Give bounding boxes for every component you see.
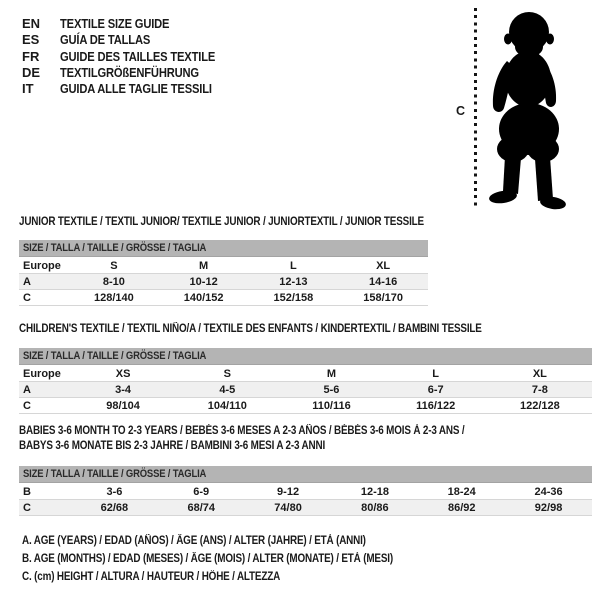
row-label: A — [19, 274, 69, 290]
babies-table-title-line2: BABYS 3-6 MONATE BIS 2-3 JAHRE / BAMBINI 3-6 MESI A 2-3 ANNI — [19, 440, 326, 452]
size-cell: 158/170 — [338, 290, 428, 306]
table-row — [19, 258, 428, 274]
size-cell: XS — [71, 366, 175, 382]
size-cell: 74/80 — [245, 500, 332, 516]
size-cell: 4-5 — [175, 382, 279, 398]
size-cell: 98/104 — [71, 398, 175, 414]
baby-silhouette-icon — [483, 11, 573, 211]
junior-table-title-text: JUNIOR TEXTILE / TEXTIL JUNIOR/ TEXTILE JUNIOR / JUNIORTEXTIL / JUNIOR TESSILE — [19, 216, 424, 228]
size-cell: S — [69, 258, 159, 274]
junior-table-title — [19, 215, 490, 230]
babies-table-title — [19, 424, 537, 454]
table-row — [19, 290, 428, 306]
height-dotted-line — [474, 8, 477, 206]
language-header — [22, 16, 240, 97]
language-label: TEXTILGRÖßENFÜHRUNG — [60, 64, 199, 80]
language-label: GUIDE DES TAILLES TEXTILE — [60, 48, 216, 64]
junior-table — [19, 240, 428, 306]
size-header-text: SIZE / TALLA / TAILLE / GRÖSSE / TAGLIA — [23, 242, 207, 254]
size-cell: XL — [488, 366, 592, 382]
language-code: FR — [22, 48, 40, 64]
row-label: C — [19, 500, 71, 516]
size-header-bar — [19, 466, 592, 483]
size-cell: L — [249, 258, 339, 274]
size-cell: 122/128 — [488, 398, 592, 414]
size-cell: 104/110 — [175, 398, 279, 414]
size-cell: 9-12 — [245, 484, 332, 500]
row-label: Europe — [19, 258, 69, 274]
table-row — [19, 274, 428, 290]
language-label: GUIDA ALLE TAGLIE TESSILI — [60, 81, 212, 97]
language-code: EN — [22, 16, 41, 31]
language-code: DE — [22, 64, 41, 80]
table-row — [19, 484, 592, 500]
size-cell: 3-4 — [71, 382, 175, 398]
size-cell: 128/140 — [69, 290, 159, 306]
footnote-c-text: C. (cm) HEIGHT / ALTURA / HAUTEUR / HÖHE / ALTEZZA — [22, 570, 281, 583]
size-cell: 152/158 — [249, 290, 339, 306]
size-header-bar — [19, 240, 428, 257]
size-header-bar — [19, 348, 592, 365]
language-row — [22, 81, 240, 97]
size-cell: 24-36 — [505, 484, 592, 500]
babies-table-title-line1: BABIES 3-6 MONTH TO 2-3 YEARS / BEBÉS 3-6 MESES A 2-3 AÑOS / BÉBÉS 3-6 MOIS À 2-3 ANS / — [19, 425, 465, 437]
footnote-a-text: A. AGE (YEARS) / EDAD (AÑOS) / ÂGE (ANS) / ALTER (JAHRE) / ETÀ (ANNI) — [22, 535, 366, 547]
size-cell: 5-6 — [279, 382, 383, 398]
size-cell: L — [384, 366, 488, 382]
row-label: A — [19, 382, 71, 398]
children-table-title-text: CHILDREN'S TEXTILE / TEXTIL NIÑO/A / TEXTILE DES ENFANTS / KINDERTEXTIL / BAMBINI TESSILE — [19, 323, 482, 335]
children-size-table — [19, 366, 592, 414]
size-cell: M — [159, 258, 249, 274]
table-row — [19, 366, 592, 382]
footnote-b-text: B. AGE (MONTHS) / EDAD (MESES) / ÂGE (MOIS) / ALTER (MONATE) / ETÀ (MESI) — [22, 552, 393, 565]
size-cell: M — [279, 366, 383, 382]
size-cell: 110/116 — [279, 398, 383, 414]
size-cell: 86/92 — [418, 500, 505, 516]
junior-size-table — [19, 258, 428, 306]
footnote-c — [22, 569, 453, 587]
language-code: IT — [22, 81, 34, 97]
row-label: B — [19, 484, 71, 500]
size-cell: 8-10 — [69, 274, 159, 290]
size-header-text: SIZE / TALLA / TAILLE / GRÖSSE / TAGLIA — [23, 350, 207, 362]
size-cell: 14-16 — [338, 274, 428, 290]
language-row — [22, 65, 240, 81]
children-table-title — [19, 322, 557, 337]
size-header-text: SIZE / TALLA / TAILLE / GRÖSSE / TAGLIA — [23, 468, 207, 480]
size-cell: 92/98 — [505, 500, 592, 516]
table-row — [19, 382, 592, 398]
babies-table — [19, 466, 592, 516]
babies-size-table — [19, 484, 592, 516]
height-measure-label: C — [456, 104, 466, 118]
children-table — [19, 348, 592, 414]
row-label: Europe — [19, 366, 71, 382]
size-cell: 7-8 — [488, 382, 592, 398]
size-cell: S — [175, 366, 279, 382]
size-cell: 116/122 — [384, 398, 488, 414]
size-cell: 6-9 — [158, 484, 245, 500]
language-row — [22, 16, 240, 32]
language-row — [22, 49, 240, 65]
size-cell: 6-7 — [384, 382, 488, 398]
row-label: C — [19, 290, 69, 306]
size-cell: 140/152 — [159, 290, 249, 306]
footnotes — [22, 533, 453, 586]
table-row — [19, 398, 592, 414]
row-label: C — [19, 398, 71, 414]
language-label: TEXTILE SIZE GUIDE — [60, 16, 170, 31]
language-code: ES — [22, 32, 40, 48]
footnote-b — [22, 551, 453, 569]
table-row — [19, 500, 592, 516]
language-row — [22, 32, 240, 48]
size-cell: 3-6 — [71, 484, 158, 500]
size-cell: 12-13 — [249, 274, 339, 290]
footnote-a — [22, 533, 453, 551]
size-cell: 18-24 — [418, 484, 505, 500]
size-cell: 62/68 — [71, 500, 158, 516]
size-cell: 12-18 — [331, 484, 418, 500]
size-cell: 68/74 — [158, 500, 245, 516]
size-cell: 80/86 — [331, 500, 418, 516]
size-cell: XL — [338, 258, 428, 274]
size-cell: 10-12 — [159, 274, 249, 290]
language-label: GUÍA DE TALLAS — [60, 32, 151, 48]
